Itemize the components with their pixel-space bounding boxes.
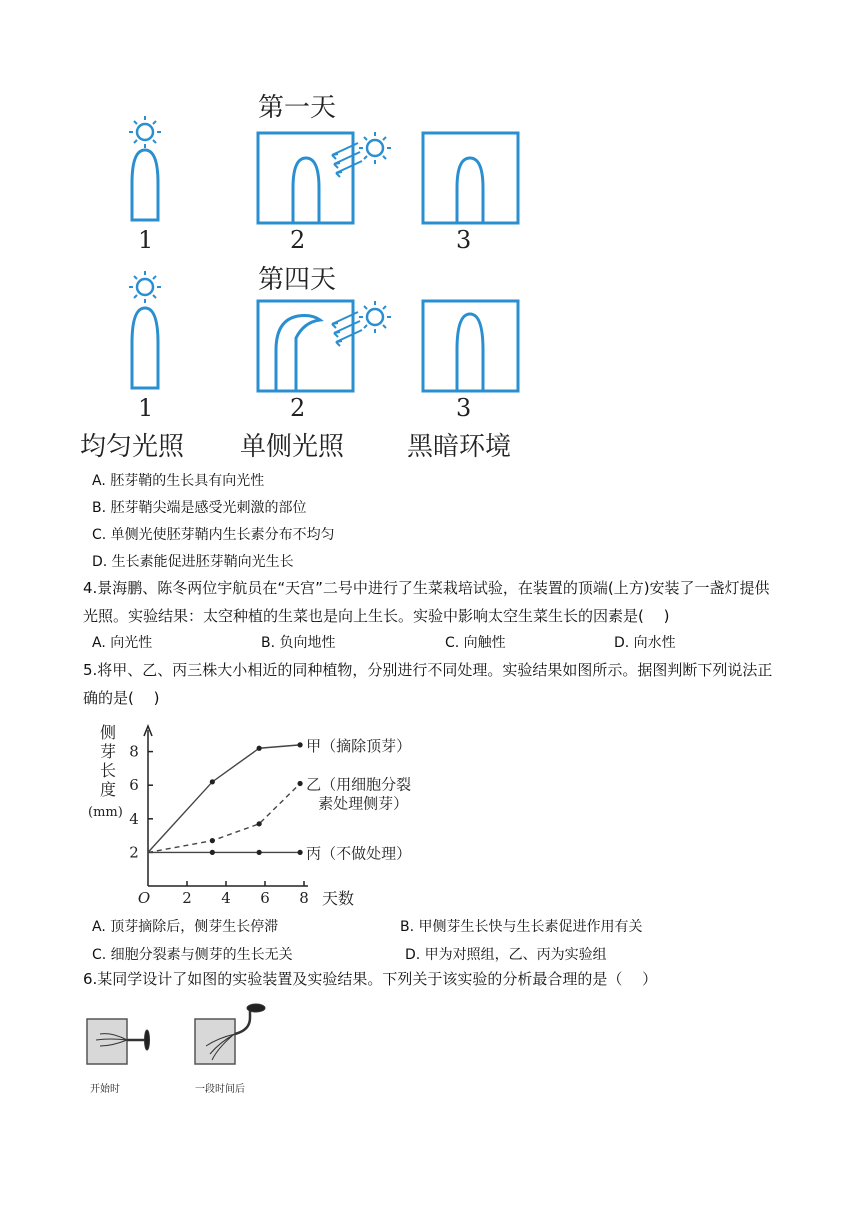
data-point — [257, 746, 262, 751]
setup-start — [87, 1019, 150, 1064]
sun-icon — [359, 132, 391, 164]
y-axis-label-char: 芽 — [100, 742, 117, 761]
x-tick-label: 6 — [260, 889, 270, 906]
day4-label: 第四天 — [258, 265, 337, 295]
q4-stem: 4.景海鹏、陈冬两位宇航员在“天宫”二号中进行了生菜栽培试验，在装置的顶端(上方)安装了一盏灯提供光照。实验结果：太空种植的生菜也是向上生长。实验中影响太空生菜生长的因素是( ) — [83, 579, 770, 625]
fig-label-start: 开始时 — [90, 1084, 120, 1095]
q6-stem: 6.某同学设计了如图的实验装置及实验结果。下列关于该实验的分析最合理的是（ ） — [83, 970, 658, 988]
fig-number-1: 1 — [138, 394, 154, 422]
coleoptile-3-day4 — [457, 314, 483, 391]
series-label: 素处理侧芽） — [318, 794, 409, 813]
fig-number-2: 2 — [290, 226, 306, 254]
q4-option-d: D. 向水性 — [614, 635, 676, 651]
coleoptile-1-day1 — [132, 150, 158, 220]
y-tick-label: 2 — [129, 843, 139, 862]
y-axis-label — [88, 723, 123, 820]
y-axis-label-char: 侧 — [100, 723, 117, 742]
coleoptile-1-day4 — [132, 308, 158, 388]
y-tick-label: 4 — [129, 809, 139, 828]
box-3-day1 — [423, 133, 518, 223]
caption-side-light: 单侧光照 — [240, 432, 345, 462]
sun-icon — [129, 116, 161, 148]
y-tick-label: 8 — [129, 742, 139, 761]
data-point — [257, 850, 262, 855]
fig-number-1: 1 — [138, 226, 154, 254]
series-line — [148, 784, 300, 853]
fig-number-3: 3 — [456, 226, 472, 254]
q6-figure — [82, 1002, 282, 1097]
data-point — [210, 850, 215, 855]
series-label: 丙（不做处理） — [306, 844, 412, 863]
data-point — [210, 779, 215, 784]
q5-option-b: B. 甲侧芽生长快与生长素促进作用有关 — [400, 919, 643, 935]
coleoptile-2-day4-bent — [276, 316, 320, 392]
x-tick-label: 4 — [221, 889, 231, 906]
q4-option-a: A. 向光性 — [92, 635, 153, 651]
x-axis-label: 天数 — [322, 889, 355, 906]
x-tick-label: O — [137, 889, 151, 906]
q4-option-b: B. 负向地性 — [261, 635, 336, 651]
q3-option-b: B. 胚芽鞘尖端是感受光刺激的部位 — [92, 500, 307, 516]
data-point — [298, 781, 303, 786]
series-label: 甲（摘除顶芽） — [306, 736, 412, 755]
data-point — [257, 821, 262, 826]
sun-icon — [359, 301, 391, 333]
y-axis-label-char: 度 — [100, 780, 117, 799]
fig-label-later: 一段时间后 — [195, 1084, 245, 1095]
caption-dark: 黑暗环境 — [407, 432, 512, 462]
data-point — [210, 838, 215, 843]
box-2-day1 — [258, 133, 353, 223]
q3-option-d: D. 生长素能促进胚芽鞘向光生长 — [92, 554, 294, 570]
setup-later — [195, 1004, 265, 1064]
y-tick-label: 6 — [129, 776, 139, 795]
day1-label: 第一天 — [258, 93, 337, 123]
lateral-bud-growth-chart — [86, 716, 446, 906]
sun-icon — [129, 271, 161, 303]
q5-option-a: A. 顶芽摘除后，侧芽生长停滞 — [92, 919, 279, 935]
x-tick-label: 8 — [299, 889, 309, 906]
y-axis-label-char: 长 — [100, 761, 117, 780]
q5-option-c: C. 细胞分裂素与侧芽的生长无关 — [92, 947, 293, 963]
data-point — [298, 850, 303, 855]
y-axis-unit: (mm) — [88, 805, 123, 820]
q4-option-c: C. 向触性 — [445, 635, 506, 651]
q3-option-a: A. 胚芽鞘的生长具有向光性 — [92, 473, 265, 489]
light-arrows-icon — [332, 312, 362, 346]
coleoptile-2-day1 — [293, 158, 319, 223]
q5-stem: 5.将甲、乙、丙三株大小相近的同种植物，分别进行不同处理。实验结果如图所示。据图判断下列说法正确的是( ) — [83, 661, 773, 707]
coleoptile-3-day1 — [457, 158, 483, 223]
light-arrows-icon — [332, 143, 362, 177]
q3-option-c: C. 单侧光使胚芽鞘内生长素分布不均匀 — [92, 527, 335, 543]
series-label: 乙（用细胞分裂 — [306, 775, 412, 794]
caption-uniform-light: 均匀光照 — [80, 432, 185, 462]
q5-option-d: D. 甲为对照组，乙、丙为实验组 — [405, 947, 607, 963]
coleoptile-figure — [80, 88, 540, 468]
series-line — [148, 745, 300, 853]
fig-number-2: 2 — [290, 394, 306, 422]
fig-number-3: 3 — [456, 394, 472, 422]
x-tick-label: 2 — [182, 889, 192, 906]
data-point — [298, 742, 303, 747]
